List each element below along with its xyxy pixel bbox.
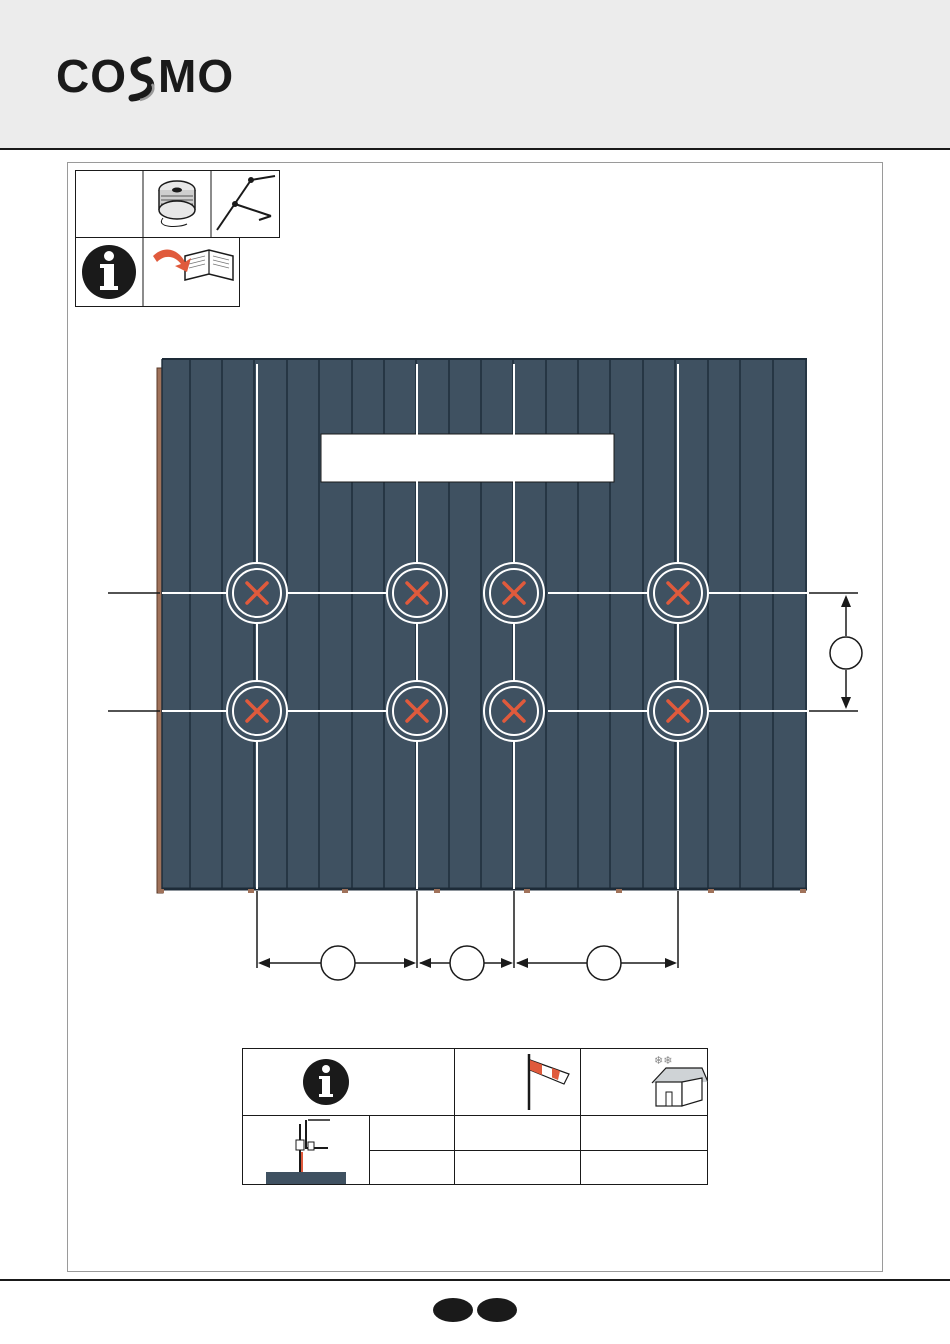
label-box xyxy=(321,434,614,482)
info-icon xyxy=(303,1059,349,1105)
anchor-marker xyxy=(484,563,544,623)
svg-text:❄❄: ❄❄ xyxy=(654,1054,673,1067)
footer-rule xyxy=(0,1279,950,1281)
anchor-marker xyxy=(484,681,544,741)
anchor-marker xyxy=(227,563,287,623)
load-table xyxy=(242,1048,708,1185)
anchor-marker xyxy=(227,681,287,741)
vertical-dimension xyxy=(830,595,862,709)
anchor-marker xyxy=(387,681,447,741)
anchor-marker xyxy=(648,681,708,741)
svg-text:CO: CO xyxy=(56,50,127,102)
svg-text:MO: MO xyxy=(158,50,235,102)
horizontal-dimensions xyxy=(258,946,677,980)
anchor-marker xyxy=(387,563,447,623)
page-indicator-pill xyxy=(433,1298,473,1322)
page-indicator-pill xyxy=(477,1298,517,1322)
anchor-marker xyxy=(648,563,708,623)
